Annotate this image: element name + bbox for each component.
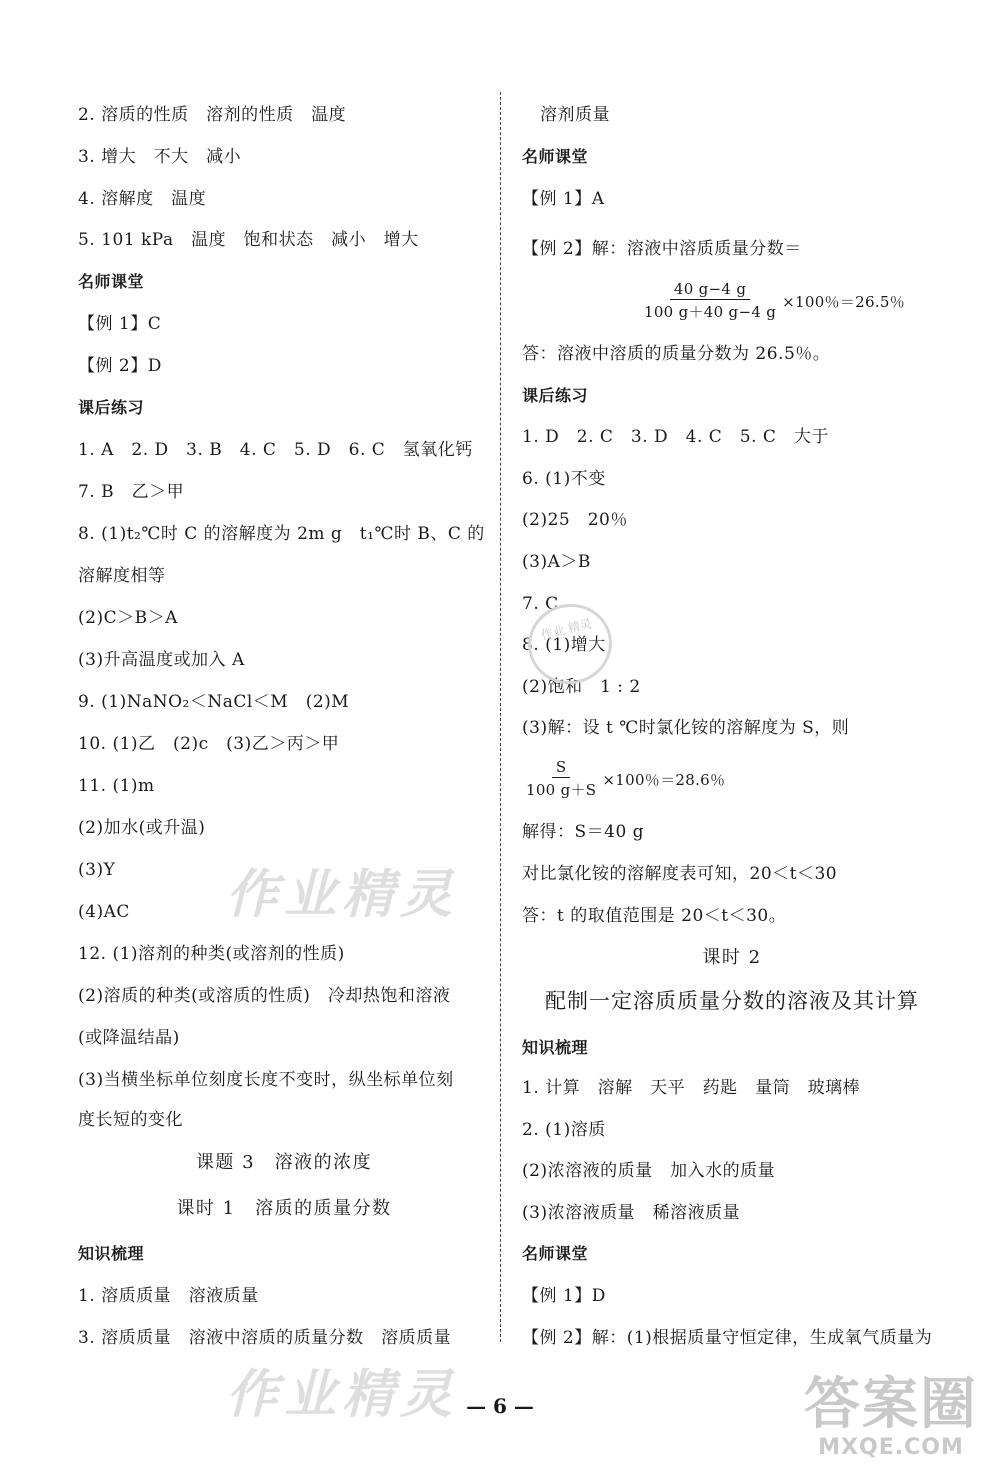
example-answer: 【例 1】D xyxy=(522,1286,606,1306)
answer-line: 9. (1)NaNO₂＜NaCl＜M (2)M xyxy=(78,692,350,712)
lesson-title: 课题 3 溶液的浓度 xyxy=(195,1152,373,1173)
answer-line: (3)Y xyxy=(78,860,116,880)
answer-line: (3)当横坐标单位刻度长度不变时，纵坐标单位刻 xyxy=(78,1070,454,1090)
answer-line: 溶解度相等 xyxy=(78,566,166,586)
answer-line: 2. (1)溶质 xyxy=(522,1120,606,1140)
section-heading: 知识梳理 xyxy=(522,1038,589,1057)
example-answer: 【例 2】解：溶液中溶质质量分数＝ xyxy=(522,239,802,259)
answer-line: (2)加水(或升温) xyxy=(78,818,206,838)
answer-line: 解得：S＝40 g xyxy=(522,822,645,842)
section-heading: 课后练习 xyxy=(78,398,145,417)
answer-line: 度长短的变化 xyxy=(78,1110,183,1130)
answer-line: 1. 溶质质量 溶液质量 xyxy=(78,1286,259,1306)
watermark-stamp: 作业 精灵 xyxy=(520,595,621,693)
answer-line: 溶剂质量 xyxy=(540,105,610,125)
answer-line: 1. 计算 溶解 天平 药匙 量筒 玻璃棒 xyxy=(522,1078,861,1098)
answer-line: (3)升高温度或加入 A xyxy=(78,650,245,670)
section-heading: 课后练习 xyxy=(522,386,589,405)
answer-line: 7. B 乙＞甲 xyxy=(78,482,185,502)
fraction-numerator: S xyxy=(552,758,571,778)
answer-line: (2)溶质的种类(或溶质的性质) 冷却热饱和溶液 xyxy=(78,986,451,1006)
logo-url: MXQE.COM xyxy=(818,1435,964,1460)
site-logo xyxy=(796,1374,986,1466)
answer-line: 2. 溶质的性质 溶剂的性质 温度 xyxy=(78,105,347,125)
watermark-text: 作业精灵 xyxy=(226,1365,459,1425)
lesson-subtitle: 课时 1 溶质的质量分数 xyxy=(176,1198,392,1219)
example-answer: 【例 1】A xyxy=(522,189,605,209)
answer-line: (3)解：设 t ℃时氯化铵的溶解度为 S，则 xyxy=(522,718,850,738)
answer-line: 1. D 2. C 3. D 4. C 5. C 大于 xyxy=(522,427,829,447)
answer-line: (2)C＞B＞A xyxy=(78,608,178,628)
answer-line: 12. (1)溶剂的种类(或溶剂的性质) xyxy=(78,944,345,964)
lesson-title: 配制一定溶质质量分数的溶液及其计算 xyxy=(545,989,919,1013)
answer-line: 1. A 2. D 3. B 4. C 5. D 6. C 氢氧化钙 xyxy=(78,440,473,460)
example-answer: 【例 2】D xyxy=(78,356,162,376)
answer-line: (2)饱和 1 : 2 xyxy=(522,677,641,697)
answer-line: 答：溶液中溶质的质量分数为 26.5％。 xyxy=(522,344,831,364)
answer-line: (3)A＞B xyxy=(522,552,591,572)
fraction-denominator: 100 g＋S xyxy=(526,781,597,799)
formula-result: ×100％＝28.6％ xyxy=(602,770,726,789)
section-heading: 名师课堂 xyxy=(78,272,145,291)
lesson-subtitle: 课时 2 xyxy=(702,947,762,968)
answer-line: 8. (1)t₂℃时 C 的溶解度为 2m g t₁℃时 B、C 的 xyxy=(78,524,485,544)
answer-line: 对比氯化铵的溶解度表可知，20＜t＜30 xyxy=(522,864,838,884)
fraction-denominator: 100 g＋40 g−4 g xyxy=(644,303,777,321)
section-heading: 知识梳理 xyxy=(78,1244,145,1263)
answer-line: (或降温结晶) xyxy=(78,1028,180,1048)
answer-line: 7. C xyxy=(522,594,559,614)
answer-line: 答：t 的取值范围是 20＜t＜30。 xyxy=(522,906,787,926)
page-number: — 6 — xyxy=(466,1394,534,1418)
watermark-text: 作业精灵 xyxy=(226,865,459,925)
formula-result: ×100％＝26.5％ xyxy=(782,292,906,311)
column-divider xyxy=(500,92,501,1342)
logo-text: 答案圈 xyxy=(804,1372,978,1437)
answer-line: 11. (1)m xyxy=(78,776,155,796)
answer-line: 8. (1)增大 xyxy=(522,635,606,655)
example-answer: 【例 1】C xyxy=(78,314,162,334)
fraction-formula xyxy=(640,280,905,322)
answer-line: (4)AC xyxy=(78,902,130,922)
fraction-formula xyxy=(522,758,725,800)
fraction-numerator: 40 g−4 g xyxy=(670,280,750,300)
answer-line: (2)25 20％ xyxy=(522,510,628,530)
answer-line: 5. 101 kPa 温度 饱和状态 减小 增大 xyxy=(78,230,419,250)
answer-line: 6. (1)不变 xyxy=(522,469,606,489)
answer-line: 4. 溶解度 温度 xyxy=(78,189,207,209)
answer-line: (2)浓溶液的质量 加入水的质量 xyxy=(522,1161,776,1181)
answer-line: 10. (1)乙 (2)c (3)乙＞丙＞甲 xyxy=(78,734,340,754)
example-answer: 【例 2】解：(1)根据质量守恒定律，生成氧气质量为 xyxy=(522,1328,933,1348)
section-heading: 名师课堂 xyxy=(522,1244,589,1263)
section-heading: 名师课堂 xyxy=(522,147,589,166)
answer-line: 3. 增大 不大 减小 xyxy=(78,147,242,167)
answer-line: 3. 溶质质量 溶液中溶质的质量分数 溶质质量 xyxy=(78,1328,452,1348)
answer-line: (3)浓溶液质量 稀溶液质量 xyxy=(522,1203,741,1223)
